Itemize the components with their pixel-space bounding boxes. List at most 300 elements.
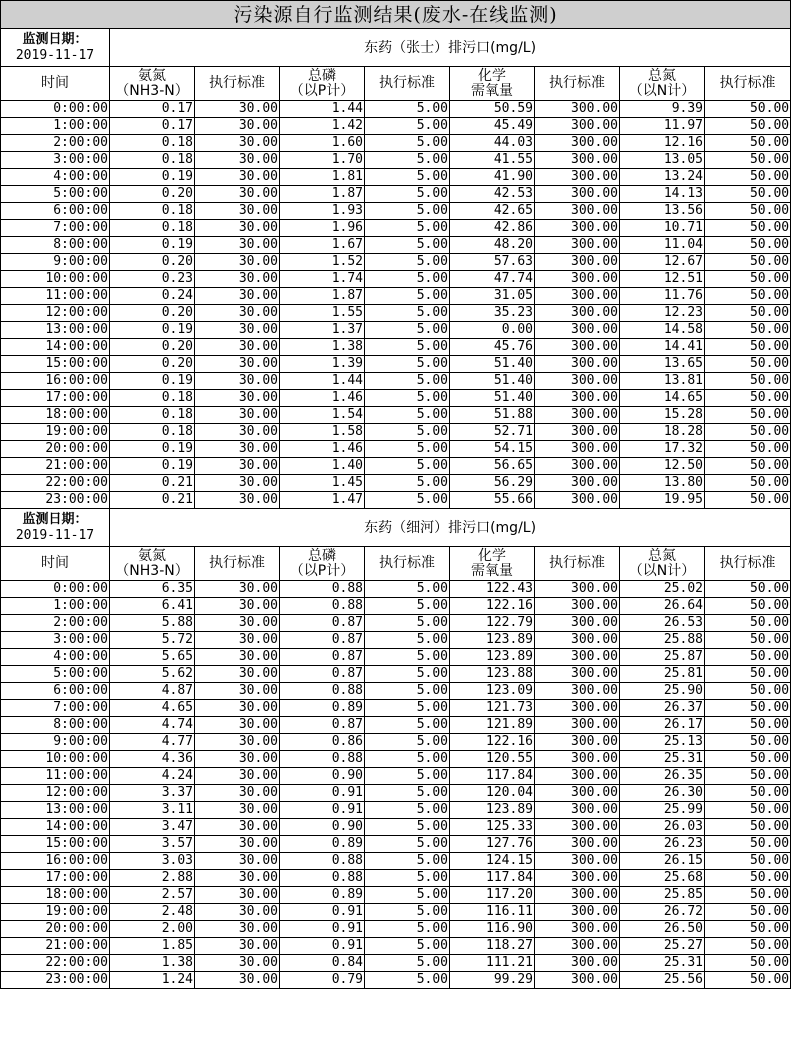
- cell-phosphorus-standard: 5.00: [365, 356, 450, 373]
- cell-total-nitrogen: 26.17: [620, 717, 705, 734]
- table-row: [1, 955, 791, 972]
- cell-ammonia-nitrogen: 3.37: [110, 785, 195, 802]
- cell-phosphorus-standard: 5.00: [365, 819, 450, 836]
- cell-cod-standard: 300.00: [535, 169, 620, 186]
- cell-phosphorus-standard: 5.00: [365, 458, 450, 475]
- cell-phosphorus-standard: 5.00: [365, 322, 450, 339]
- table-row: [1, 870, 791, 887]
- cell-total-nitrogen: 12.50: [620, 458, 705, 475]
- cell-total-nitrogen: 12.51: [620, 271, 705, 288]
- cell-nitrogen-standard: 50.00: [705, 666, 791, 683]
- table-row: [1, 169, 791, 186]
- cell-ammonia-standard: 30.00: [195, 785, 280, 802]
- cell-ammonia-standard: 30.00: [195, 305, 280, 322]
- cell-cod: 122.16: [450, 734, 535, 751]
- cell-cod: 51.40: [450, 373, 535, 390]
- cell-total-nitrogen: 25.27: [620, 938, 705, 955]
- cell-total-phosphorus: 0.91: [280, 802, 365, 819]
- cell-total-nitrogen: 11.04: [620, 237, 705, 254]
- cell-cod-standard: 300.00: [535, 938, 620, 955]
- cell-total-nitrogen: 17.32: [620, 441, 705, 458]
- cell-nitrogen-standard: 50.00: [705, 904, 791, 921]
- cell-cod-standard: 300.00: [535, 836, 620, 853]
- cell-total-phosphorus: 1.46: [280, 390, 365, 407]
- cell-nitrogen-standard: 50.00: [705, 373, 791, 390]
- cell-ammonia-standard: 30.00: [195, 254, 280, 271]
- cell-phosphorus-standard: 5.00: [365, 475, 450, 492]
- cell-cod-standard: 300.00: [535, 135, 620, 152]
- table-row: [1, 683, 791, 700]
- cell-nitrogen-standard: 50.00: [705, 305, 791, 322]
- cell-phosphorus-standard: 5.00: [365, 339, 450, 356]
- table-row: [1, 938, 791, 955]
- cell-ammonia-nitrogen: 2.00: [110, 921, 195, 938]
- table-row: [1, 356, 791, 373]
- cell-ammonia-nitrogen: 0.17: [110, 101, 195, 118]
- cell-nitrogen-standard: 50.00: [705, 785, 791, 802]
- cell-phosphorus-standard: 5.00: [365, 271, 450, 288]
- cell-cod: 123.89: [450, 802, 535, 819]
- cell-cod: 42.86: [450, 220, 535, 237]
- cell-total-nitrogen: 13.24: [620, 169, 705, 186]
- cell-time: 11:00:00: [1, 288, 110, 305]
- cell-phosphorus-standard: 5.00: [365, 101, 450, 118]
- header-time: 时间: [1, 547, 110, 581]
- cell-total-phosphorus: 0.88: [280, 751, 365, 768]
- cell-time: 20:00:00: [1, 441, 110, 458]
- cell-nitrogen-standard: 50.00: [705, 322, 791, 339]
- cell-cod-standard: 300.00: [535, 203, 620, 220]
- cell-cod-standard: 300.00: [535, 853, 620, 870]
- cell-total-phosphorus: 0.88: [280, 581, 365, 598]
- cell-time: 1:00:00: [1, 118, 110, 135]
- cell-ammonia-nitrogen: 0.18: [110, 424, 195, 441]
- cell-time: 7:00:00: [1, 220, 110, 237]
- cell-total-phosphorus: 1.87: [280, 186, 365, 203]
- monitoring-date-value: 2019-11-17: [15, 47, 95, 63]
- cell-ammonia-nitrogen: 0.20: [110, 356, 195, 373]
- cell-ammonia-nitrogen: 3.57: [110, 836, 195, 853]
- cell-phosphorus-standard: 5.00: [365, 870, 450, 887]
- cell-total-nitrogen: 26.35: [620, 768, 705, 785]
- cell-ammonia-nitrogen: 0.20: [110, 186, 195, 203]
- cell-ammonia-nitrogen: 3.47: [110, 819, 195, 836]
- cell-nitrogen-standard: 50.00: [705, 492, 791, 509]
- cell-phosphorus-standard: 5.00: [365, 632, 450, 649]
- table-row: [1, 152, 791, 169]
- cell-time: 13:00:00: [1, 322, 110, 339]
- cell-nitrogen-standard: 50.00: [705, 220, 791, 237]
- cell-ammonia-nitrogen: 4.24: [110, 768, 195, 785]
- cell-nitrogen-standard: 50.00: [705, 186, 791, 203]
- cell-nitrogen-standard: 50.00: [705, 475, 791, 492]
- cell-time: 1:00:00: [1, 598, 110, 615]
- cell-time: 5:00:00: [1, 186, 110, 203]
- cell-time: 20:00:00: [1, 921, 110, 938]
- cell-cod: 52.71: [450, 424, 535, 441]
- cell-ammonia-standard: 30.00: [195, 615, 280, 632]
- table-row: [1, 135, 791, 152]
- cell-cod-standard: 300.00: [535, 768, 620, 785]
- cell-phosphorus-standard: 5.00: [365, 598, 450, 615]
- cell-nitrogen-standard: 50.00: [705, 700, 791, 717]
- header-time: 时间: [1, 67, 110, 101]
- cell-ammonia-standard: 30.00: [195, 768, 280, 785]
- cell-cod-standard: 300.00: [535, 819, 620, 836]
- cell-phosphorus-standard: 5.00: [365, 717, 450, 734]
- cell-total-phosphorus: 0.87: [280, 632, 365, 649]
- cell-nitrogen-standard: 50.00: [705, 632, 791, 649]
- cell-phosphorus-standard: 5.00: [365, 649, 450, 666]
- monitoring-date-cell: [1, 509, 110, 547]
- cell-cod: 120.04: [450, 785, 535, 802]
- cell-total-nitrogen: 26.15: [620, 853, 705, 870]
- cell-time: 18:00:00: [1, 887, 110, 904]
- cell-time: 19:00:00: [1, 424, 110, 441]
- cell-total-phosphorus: 0.91: [280, 921, 365, 938]
- cell-total-nitrogen: 25.56: [620, 972, 705, 989]
- cell-cod-standard: 300.00: [535, 458, 620, 475]
- cell-ammonia-standard: 30.00: [195, 734, 280, 751]
- table-row: [1, 734, 791, 751]
- cell-cod: 116.90: [450, 921, 535, 938]
- cell-cod: 123.89: [450, 632, 535, 649]
- cell-total-nitrogen: 26.64: [620, 598, 705, 615]
- cell-total-phosphorus: 1.42: [280, 118, 365, 135]
- cell-cod-standard: 300.00: [535, 972, 620, 989]
- header-nitrogen-standard: 执行标准: [705, 67, 791, 101]
- cell-time: 15:00:00: [1, 356, 110, 373]
- cell-ammonia-nitrogen: 1.85: [110, 938, 195, 955]
- cell-total-phosphorus: 0.90: [280, 819, 365, 836]
- cell-ammonia-standard: 30.00: [195, 441, 280, 458]
- cell-ammonia-nitrogen: 5.65: [110, 649, 195, 666]
- table-row: [1, 305, 791, 322]
- monitoring-date-cell: [1, 29, 110, 67]
- cell-cod-standard: 300.00: [535, 373, 620, 390]
- cell-ammonia-standard: 30.00: [195, 390, 280, 407]
- cell-time: 6:00:00: [1, 683, 110, 700]
- cell-cod-standard: 300.00: [535, 921, 620, 938]
- cell-time: 3:00:00: [1, 152, 110, 169]
- cell-ammonia-nitrogen: 0.19: [110, 237, 195, 254]
- cell-time: 4:00:00: [1, 169, 110, 186]
- cell-ammonia-standard: 30.00: [195, 152, 280, 169]
- cell-phosphorus-standard: 5.00: [365, 700, 450, 717]
- cell-cod: 123.09: [450, 683, 535, 700]
- cell-time: 10:00:00: [1, 751, 110, 768]
- cell-ammonia-nitrogen: 0.19: [110, 322, 195, 339]
- cell-cod-standard: 300.00: [535, 390, 620, 407]
- cell-total-nitrogen: 25.90: [620, 683, 705, 700]
- cell-cod: 45.49: [450, 118, 535, 135]
- table-row: [1, 632, 791, 649]
- cell-nitrogen-standard: 50.00: [705, 870, 791, 887]
- cell-ammonia-nitrogen: 0.18: [110, 390, 195, 407]
- cell-ammonia-nitrogen: 0.21: [110, 475, 195, 492]
- cell-total-phosphorus: 0.89: [280, 700, 365, 717]
- cell-ammonia-nitrogen: 0.18: [110, 152, 195, 169]
- table-row: [1, 254, 791, 271]
- cell-phosphorus-standard: 5.00: [365, 581, 450, 598]
- cell-total-phosphorus: 0.90: [280, 768, 365, 785]
- cell-total-nitrogen: 25.68: [620, 870, 705, 887]
- cell-ammonia-nitrogen: 6.35: [110, 581, 195, 598]
- cell-ammonia-standard: 30.00: [195, 475, 280, 492]
- cell-nitrogen-standard: 50.00: [705, 356, 791, 373]
- cell-phosphorus-standard: 5.00: [365, 424, 450, 441]
- table-row: [1, 972, 791, 989]
- table-row: [1, 186, 791, 203]
- cell-time: 3:00:00: [1, 632, 110, 649]
- cell-total-nitrogen: 26.37: [620, 700, 705, 717]
- cell-phosphorus-standard: 5.00: [365, 390, 450, 407]
- cell-cod: 44.03: [450, 135, 535, 152]
- cell-total-phosphorus: 0.88: [280, 598, 365, 615]
- header-cod-standard: 执行标准: [535, 67, 620, 101]
- table-row: [1, 904, 791, 921]
- cell-ammonia-standard: 30.00: [195, 356, 280, 373]
- table-row: [1, 339, 791, 356]
- cell-total-phosphorus: 0.88: [280, 853, 365, 870]
- cell-phosphorus-standard: 5.00: [365, 407, 450, 424]
- cell-cod: 57.63: [450, 254, 535, 271]
- report-title: 污染源自行监测结果(废水-在线监测): [1, 1, 791, 29]
- cell-total-nitrogen: 14.13: [620, 186, 705, 203]
- cell-nitrogen-standard: 50.00: [705, 101, 791, 118]
- cell-nitrogen-standard: 50.00: [705, 441, 791, 458]
- cell-total-phosphorus: 1.44: [280, 373, 365, 390]
- cell-cod: 124.15: [450, 853, 535, 870]
- cell-phosphorus-standard: 5.00: [365, 751, 450, 768]
- cell-time: 9:00:00: [1, 254, 110, 271]
- table-row: [1, 407, 791, 424]
- cell-phosphorus-standard: 5.00: [365, 615, 450, 632]
- cell-ammonia-standard: 30.00: [195, 169, 280, 186]
- cell-cod-standard: 300.00: [535, 870, 620, 887]
- cell-cod-standard: 300.00: [535, 492, 620, 509]
- cell-total-nitrogen: 13.80: [620, 475, 705, 492]
- cell-total-nitrogen: 25.02: [620, 581, 705, 598]
- table-row: [1, 887, 791, 904]
- table-row: [1, 768, 791, 785]
- monitoring-date-value: 2019-11-17: [15, 527, 95, 543]
- cell-total-phosphorus: 0.87: [280, 666, 365, 683]
- cell-cod-standard: 300.00: [535, 955, 620, 972]
- cell-time: 5:00:00: [1, 666, 110, 683]
- cell-nitrogen-standard: 50.00: [705, 237, 791, 254]
- cell-ammonia-nitrogen: 1.38: [110, 955, 195, 972]
- cell-ammonia-nitrogen: 4.74: [110, 717, 195, 734]
- table-row: [1, 288, 791, 305]
- cell-time: 21:00:00: [1, 458, 110, 475]
- cell-total-phosphorus: 1.45: [280, 475, 365, 492]
- cell-nitrogen-standard: 50.00: [705, 458, 791, 475]
- cell-ammonia-standard: 30.00: [195, 887, 280, 904]
- header-nitrogen-standard: 执行标准: [705, 547, 791, 581]
- cell-cod-standard: 300.00: [535, 475, 620, 492]
- cell-phosphorus-standard: 5.00: [365, 135, 450, 152]
- cell-total-nitrogen: 25.87: [620, 649, 705, 666]
- cell-ammonia-standard: 30.00: [195, 700, 280, 717]
- cell-cod: 0.00: [450, 322, 535, 339]
- cell-cod: 121.89: [450, 717, 535, 734]
- cell-total-nitrogen: 26.53: [620, 615, 705, 632]
- table-row: [1, 441, 791, 458]
- cell-total-phosphorus: 0.84: [280, 955, 365, 972]
- cell-total-phosphorus: 0.87: [280, 615, 365, 632]
- cell-ammonia-nitrogen: 4.65: [110, 700, 195, 717]
- cell-cod: 127.76: [450, 836, 535, 853]
- cell-nitrogen-standard: 50.00: [705, 203, 791, 220]
- cell-ammonia-standard: 30.00: [195, 492, 280, 509]
- cell-ammonia-nitrogen: 3.11: [110, 802, 195, 819]
- cell-nitrogen-standard: 50.00: [705, 271, 791, 288]
- cell-cod-standard: 300.00: [535, 598, 620, 615]
- cell-nitrogen-standard: 50.00: [705, 802, 791, 819]
- cell-cod-standard: 300.00: [535, 101, 620, 118]
- cell-cod-standard: 300.00: [535, 683, 620, 700]
- header-total-phosphorus: 总磷 （以P计）: [280, 67, 365, 101]
- table-row: [1, 802, 791, 819]
- cell-nitrogen-standard: 50.00: [705, 254, 791, 271]
- cell-ammonia-standard: 30.00: [195, 751, 280, 768]
- cell-total-phosphorus: 1.96: [280, 220, 365, 237]
- cell-cod: 125.33: [450, 819, 535, 836]
- cell-cod-standard: 300.00: [535, 220, 620, 237]
- cell-total-phosphorus: 1.52: [280, 254, 365, 271]
- cell-total-phosphorus: 1.55: [280, 305, 365, 322]
- cell-cod: 41.90: [450, 169, 535, 186]
- cell-time: 14:00:00: [1, 819, 110, 836]
- cell-ammonia-nitrogen: 0.19: [110, 169, 195, 186]
- cell-cod: 41.55: [450, 152, 535, 169]
- cell-ammonia-nitrogen: 0.21: [110, 492, 195, 509]
- cell-total-phosphorus: 0.88: [280, 870, 365, 887]
- cell-cod: 56.65: [450, 458, 535, 475]
- cell-cod: 56.29: [450, 475, 535, 492]
- cell-total-nitrogen: 12.67: [620, 254, 705, 271]
- cell-ammonia-standard: 30.00: [195, 904, 280, 921]
- cell-ammonia-standard: 30.00: [195, 322, 280, 339]
- cell-total-phosphorus: 0.86: [280, 734, 365, 751]
- cell-ammonia-nitrogen: 2.88: [110, 870, 195, 887]
- cell-total-phosphorus: 1.46: [280, 441, 365, 458]
- cell-total-nitrogen: 13.56: [620, 203, 705, 220]
- cell-cod: 31.05: [450, 288, 535, 305]
- cell-cod-standard: 300.00: [535, 700, 620, 717]
- cell-ammonia-nitrogen: 0.24: [110, 288, 195, 305]
- cell-cod: 55.66: [450, 492, 535, 509]
- cell-phosphorus-standard: 5.00: [365, 853, 450, 870]
- cell-total-phosphorus: 1.39: [280, 356, 365, 373]
- cell-time: 16:00:00: [1, 373, 110, 390]
- cell-cod-standard: 300.00: [535, 339, 620, 356]
- cell-ammonia-nitrogen: 0.20: [110, 339, 195, 356]
- cell-total-nitrogen: 15.28: [620, 407, 705, 424]
- cell-ammonia-nitrogen: 5.88: [110, 615, 195, 632]
- cell-total-nitrogen: 25.88: [620, 632, 705, 649]
- cell-nitrogen-standard: 50.00: [705, 649, 791, 666]
- cell-nitrogen-standard: 50.00: [705, 683, 791, 700]
- cell-total-phosphorus: 0.91: [280, 785, 365, 802]
- cell-cod-standard: 300.00: [535, 237, 620, 254]
- cell-ammonia-standard: 30.00: [195, 118, 280, 135]
- cell-total-phosphorus: 1.44: [280, 101, 365, 118]
- cell-cod-standard: 300.00: [535, 271, 620, 288]
- table-row: [1, 237, 791, 254]
- table-row: [1, 717, 791, 734]
- cell-nitrogen-standard: 50.00: [705, 169, 791, 186]
- cell-nitrogen-standard: 50.00: [705, 407, 791, 424]
- cell-total-phosphorus: 0.91: [280, 904, 365, 921]
- cell-cod-standard: 300.00: [535, 441, 620, 458]
- cell-ammonia-standard: 30.00: [195, 921, 280, 938]
- cell-phosphorus-standard: 5.00: [365, 768, 450, 785]
- cell-phosphorus-standard: 5.00: [365, 441, 450, 458]
- cell-total-nitrogen: 26.30: [620, 785, 705, 802]
- table-row: [1, 700, 791, 717]
- cell-ammonia-standard: 30.00: [195, 271, 280, 288]
- table-row: [1, 492, 791, 509]
- cell-time: 23:00:00: [1, 972, 110, 989]
- cell-cod: 45.76: [450, 339, 535, 356]
- cell-time: 11:00:00: [1, 768, 110, 785]
- cell-ammonia-standard: 30.00: [195, 972, 280, 989]
- cell-nitrogen-standard: 50.00: [705, 717, 791, 734]
- cell-ammonia-standard: 30.00: [195, 373, 280, 390]
- cell-phosphorus-standard: 5.00: [365, 237, 450, 254]
- header-ammonia-standard: 执行标准: [195, 67, 280, 101]
- table-row: [1, 271, 791, 288]
- header-cod: 化学 需氧量: [450, 547, 535, 581]
- cell-nitrogen-standard: 50.00: [705, 339, 791, 356]
- cell-ammonia-nitrogen: 3.03: [110, 853, 195, 870]
- cell-phosphorus-standard: 5.00: [365, 186, 450, 203]
- cell-cod-standard: 300.00: [535, 254, 620, 271]
- table-row: [1, 322, 791, 339]
- cell-cod: 120.55: [450, 751, 535, 768]
- cell-phosphorus-standard: 5.00: [365, 955, 450, 972]
- cell-ammonia-nitrogen: 0.19: [110, 458, 195, 475]
- table-row: [1, 853, 791, 870]
- cell-phosphorus-standard: 5.00: [365, 492, 450, 509]
- cell-time: 23:00:00: [1, 492, 110, 509]
- cell-ammonia-nitrogen: 0.19: [110, 373, 195, 390]
- cell-ammonia-standard: 30.00: [195, 632, 280, 649]
- cell-ammonia-standard: 30.00: [195, 870, 280, 887]
- table-row: [1, 751, 791, 768]
- cell-cod: 123.88: [450, 666, 535, 683]
- cell-ammonia-nitrogen: 4.77: [110, 734, 195, 751]
- cell-total-phosphorus: 1.93: [280, 203, 365, 220]
- cell-phosphorus-standard: 5.00: [365, 305, 450, 322]
- cell-ammonia-standard: 30.00: [195, 339, 280, 356]
- cell-nitrogen-standard: 50.00: [705, 887, 791, 904]
- cell-ammonia-nitrogen: 2.57: [110, 887, 195, 904]
- cell-ammonia-nitrogen: 0.18: [110, 203, 195, 220]
- cell-ammonia-nitrogen: 0.23: [110, 271, 195, 288]
- cell-cod: 51.40: [450, 390, 535, 407]
- cell-phosphorus-standard: 5.00: [365, 887, 450, 904]
- cell-phosphorus-standard: 5.00: [365, 683, 450, 700]
- cell-total-nitrogen: 10.71: [620, 220, 705, 237]
- cell-cod-standard: 300.00: [535, 581, 620, 598]
- cell-nitrogen-standard: 50.00: [705, 598, 791, 615]
- cell-ammonia-standard: 30.00: [195, 853, 280, 870]
- cell-total-nitrogen: 18.28: [620, 424, 705, 441]
- cell-ammonia-standard: 30.00: [195, 203, 280, 220]
